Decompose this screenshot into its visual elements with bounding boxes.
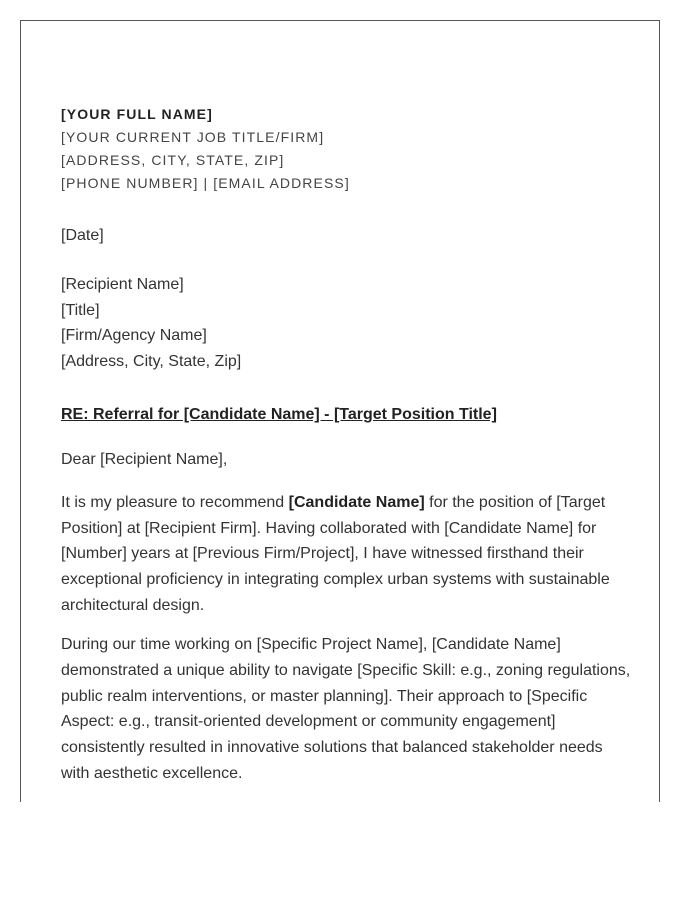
letter-page (20, 20, 660, 802)
letter-date: [Date] (61, 227, 104, 244)
sender-address: [ADDRESS, CITY, STATE, ZIP] (61, 152, 285, 168)
sender-name: [YOUR FULL NAME] (61, 106, 213, 122)
sender-job-title: [YOUR CURRENT JOB TITLE/FIRM] (61, 129, 325, 145)
letter-content (61, 103, 631, 787)
sender-contact: [PHONE NUMBER] | [EMAIL ADDRESS] (61, 175, 350, 191)
recipient-name: [Recipient Name] (61, 276, 184, 293)
candidate-name-bold: [Candidate Name] (288, 493, 425, 511)
recipient-block (61, 272, 631, 375)
recipient-title: [Title] (61, 301, 100, 319)
subject-line: RE: Referral for [Candidate Name] - [Target Position Title] (61, 405, 497, 423)
recipient-firm: [Firm/Agency Name] (61, 327, 207, 345)
paragraph-1-intro: It is my pleasure to recommend (61, 493, 289, 511)
paragraph-1-rest: for the position of [Target Position] at [Recipient Firm]. Having collaborated with [Candidate Name] for [Number] years at [Previous Firm/Project], I have witnessed firsthand their exceptional proficiency in integrating complex urban systems with sustainable architectural design. (61, 493, 610, 614)
salutation: Dear [Recipient Name], (61, 450, 228, 468)
body-paragraph-1 (61, 490, 631, 619)
sender-block (61, 103, 631, 195)
recipient-address: [Address, City, State, Zip] (61, 353, 242, 371)
body-paragraph-2: During our time working on [Specific Project Name], [Candidate Name] demonstrated a unique ability to navigate [Specific Skill: e.g., zoning regulations, public realm interventions, or master planning]. Their approach to [Specific Aspect: e.g., transit-oriented development or community engagement] consistently resulted in innovative solutions that balanced stakeholder needs with aesthetic excellence. (61, 636, 631, 782)
